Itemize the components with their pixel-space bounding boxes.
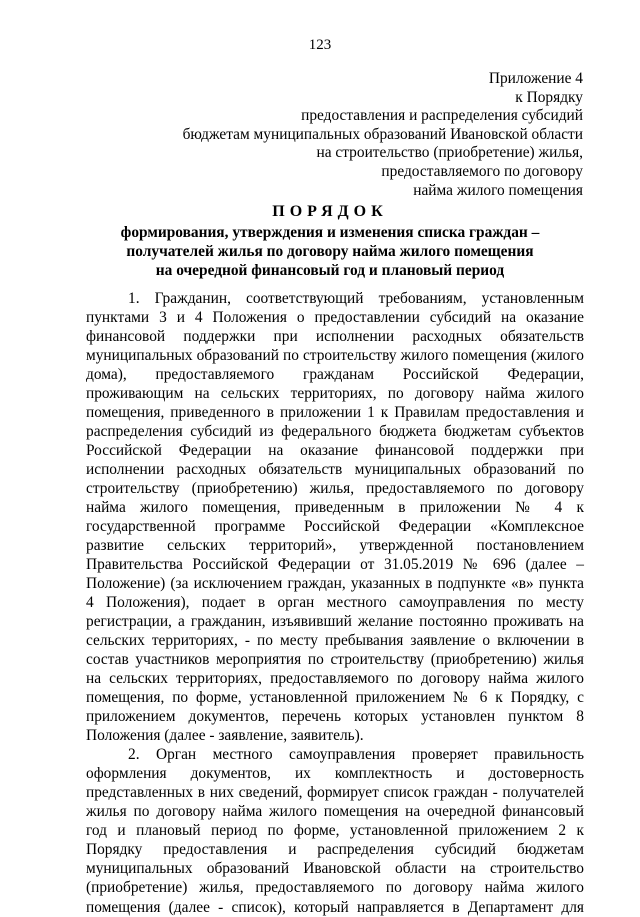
paragraph-line: приложением документов, перечень которых установлен пунктом 8 [86,708,584,726]
paragraph-line: сельских территориях, - по месту пребывания заявление о включении в [86,632,584,650]
paragraph-line: муниципальных образований по строительству жилого помещения (жилого [86,347,584,365]
paragraph-line: Положение) (за исключением граждан, указанных в подпункте «в» пункта [86,575,584,593]
paragraph-line: представленных в них сведений, формирует список граждан - получателей [86,784,584,802]
appendix-line: предоставляемого по договору [381,162,583,180]
paragraph-line: Порядку предоставления и распределения субсидий бюджетам [86,841,584,859]
paragraph-line: помещения, приведенного в приложении 1 к Правилам предоставления и [86,404,584,422]
paragraph-line: проживающим на сельских территориях, по договору найма жилого [86,385,584,403]
appendix-line: на строительство (приобретение) жилья, [316,144,583,162]
appendix-line: бюджетам муниципальных образований Ивановской области [182,125,583,143]
paragraph-line: оформления документов, их комплектность и достоверность [86,765,584,783]
appendix-reference [153,70,583,200]
paragraph-line: пунктами 3 и 4 Положения о предоставлении субсидий на оказание [86,309,584,327]
page-number: 123 [308,37,332,53]
document-heading [80,202,580,280]
heading-subtitle-line: на очередной финансовый год и плановый период [155,262,505,279]
paragraph-line: дома), предоставляемого гражданам Российской Федерации, [86,366,584,384]
paragraph-line: год и плановый период по форме, установленной приложением 2 к [86,822,584,840]
paragraph-line: помещения (далее - список), который направляется в Департамент для [86,898,584,916]
document-body [86,289,584,917]
paragraph-line: 1. Гражданин, соответствующий требованиям, установленным [128,290,584,307]
paragraph-line: на сельских территориях, предоставляемого по договору найма жилого [86,670,584,688]
paragraph-line: помещения, по форме, установленной приложением № 6 к Порядку, с [86,689,584,707]
heading-subtitle-line: формирования, утверждения и изменения списка граждан – [120,224,540,241]
appendix-line: найма жилого помещения [413,181,583,199]
paragraph-line: (приобретение) жилья, предоставляемого по договору найма жилого [86,879,584,897]
paragraph-line: состав участников мероприятия по строительству (приобретению) жилья [86,651,584,669]
heading-subtitle-line: получателей жилья по договору найма жилого помещения [126,243,534,260]
paragraph-2 [86,745,584,916]
paragraph-line: финансовой поддержки при исполнении расходных обязательств [86,328,584,346]
appendix-line: предоставления и распределения субсидий [301,107,583,125]
appendix-line: Приложение 4 [488,70,583,87]
paragraph-line: государственной программе Российской Федерации «Комплексное [86,518,584,536]
paragraph-line: 2. Орган местного самоуправления проверяет правильность [128,746,584,764]
paragraph-line: Российской Федерации на оказание финансовой поддержки при [86,442,584,460]
paragraph-line: развитие сельских территорий», утвержденной постановлением [86,537,584,555]
paragraph-line: 4 Положения), подает в орган местного самоуправления по месту [86,594,584,612]
paragraph-line: жилья по договору найма жилого помещения на очередной финансовый [86,803,584,821]
paragraph-line: распределения субсидий из федерального бюджета бюджетам субъектов [86,423,584,441]
paragraph-line: строительству (приобретению) жилья, предоставляемого по договору [86,480,584,498]
paragraph-line: Правительства Российской Федерации от 31.05.2019 № 696 (далее – [86,556,584,574]
paragraph-line: исполнении расходных обязательств муниципальных образований по [86,461,584,479]
paragraph-line: муниципальных образований Ивановской области на строительство [86,860,584,878]
paragraph-line: найма жилого помещения, приведенным в приложении № 4 к [86,499,584,517]
heading-title: ПОРЯДОК [272,203,388,220]
appendix-line: к Порядку [515,88,583,106]
paragraph-1 [86,289,584,745]
paragraph-line: Положения (далее - заявление, заявитель). [86,727,364,745]
paragraph-line: регистрации, а гражданин, изъявивший желание постоянно проживать на [86,613,584,631]
